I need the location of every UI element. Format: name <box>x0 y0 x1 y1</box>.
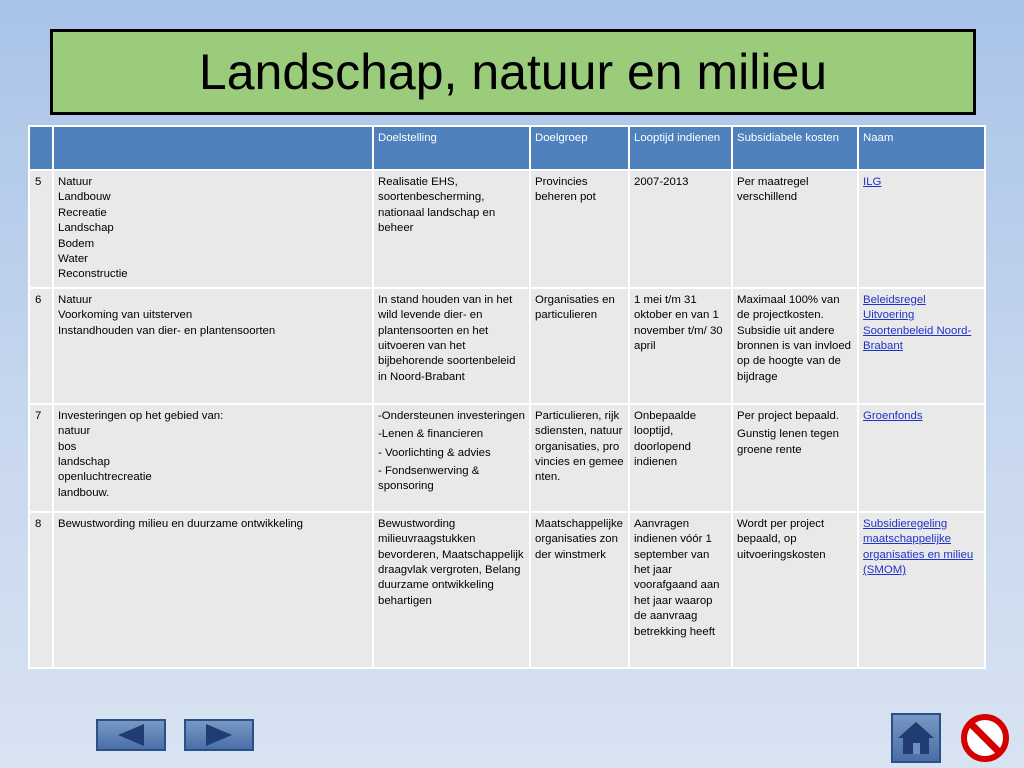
thema-line: Bodem <box>58 237 95 250</box>
row-thema <box>53 288 373 404</box>
row-number: 8 <box>29 512 53 668</box>
right-arrow-icon <box>202 722 236 748</box>
title-box <box>50 29 976 115</box>
header-doelgroep: Doelgroep <box>530 126 629 170</box>
stop-button[interactable] <box>958 711 1012 765</box>
thema-line: Reconstructie <box>58 268 128 281</box>
thema-line: Voorkoming van uitsterven <box>58 309 193 322</box>
home-icon <box>896 719 936 757</box>
doelstelling-text: - Fondsenwerving & sponsoring <box>378 465 480 493</box>
row-thema <box>53 512 373 668</box>
row-doelgroep: Provincies beheren pot <box>530 170 629 288</box>
row-looptijd: 2007-2013 <box>629 170 732 288</box>
thema-line: Instandhouden van dier- en plantensoorten <box>58 324 276 337</box>
thema-line: Water <box>58 253 88 266</box>
row-thema <box>53 170 373 288</box>
row-number: 7 <box>29 404 53 512</box>
home-button[interactable] <box>891 713 941 763</box>
kosten-text: Maximaal 100% van de projectkosten. Subsidie uit andere bronnen is van invloed op de hoogte van de bijdrage <box>737 293 851 383</box>
row-looptijd: 1 mei t/m 31 oktober en van 1 november t/m/ 30 april <box>629 288 732 404</box>
header-thema <box>53 126 373 170</box>
row-doelstelling <box>373 170 530 288</box>
thema-line: bos <box>58 440 77 453</box>
row-doelgroep: Maatschappelijke organisaties zonder winstmerk <box>530 512 629 668</box>
row-kosten <box>732 512 858 668</box>
kosten-text: Per maatregel verschillend <box>737 176 809 204</box>
thema-line: Recreatie <box>58 206 107 219</box>
stop-icon <box>959 712 1011 764</box>
row-doelstelling <box>373 512 530 668</box>
kosten-text: Gunstig lenen tegen groene rente <box>737 428 839 456</box>
row-kosten <box>732 288 858 404</box>
header-kosten: Subsidiabele kosten <box>732 126 858 170</box>
row-kosten <box>732 170 858 288</box>
naam-link[interactable]: Subsidieregeling maatschappelijke organisaties en milieu (SMOM) <box>863 517 974 577</box>
doelstelling-text: In stand houden van in het wild levende dier- en plantensoorten en het uitvoeren van het bijbehorende soortenbeleid in Noord-Brabant <box>378 293 516 383</box>
table-header-row <box>29 126 985 170</box>
row-doelstelling <box>373 288 530 404</box>
page-title: Landschap, natuur en milieu <box>198 44 828 100</box>
next-button[interactable] <box>184 719 254 751</box>
row-doelgroep: Particulieren, rijksdiensten, natuurorganisaties, provincies en gemeenten. <box>530 404 629 512</box>
thema-line: landschap <box>58 456 110 469</box>
header-looptijd: Looptijd indienen <box>629 126 732 170</box>
row-kosten <box>732 404 858 512</box>
table-row <box>29 288 985 404</box>
left-arrow-icon <box>114 722 148 748</box>
thema-line: Bewustwording milieu en duurzame ontwikkeling <box>58 517 304 530</box>
thema-line: Natuur <box>58 176 93 188</box>
row-doelstelling <box>373 404 530 512</box>
naam-link[interactable]: ILG <box>863 176 882 188</box>
thema-line: Investeringen op het gebied van: <box>58 409 224 422</box>
row-naam <box>858 288 985 404</box>
header-doelstelling: Doelstelling <box>373 126 530 170</box>
row-naam <box>858 170 985 288</box>
doelstelling-text: Bewustwording milieuvraagstukken bevorderen, Maatschappelijk draagvlak vergroten, Belang duurzame ontwikkeling behartigen <box>378 517 524 607</box>
subsidy-table <box>28 125 986 669</box>
naam-link[interactable]: Groenfonds <box>863 409 923 422</box>
thema-line: openluchtrecreatie <box>58 471 152 484</box>
doelstelling-text: - Voorlichting & advies <box>378 446 491 459</box>
row-naam <box>858 512 985 668</box>
table-row <box>29 512 985 668</box>
row-looptijd: Aanvragen indienen vóór 1 september van het jaar voorafgaand aan het jaar waarop de aanvraag betrekking heeft <box>629 512 732 668</box>
naam-link[interactable]: Beleidsregel Uitvoering Soortenbeleid Noord-Brabant <box>863 293 972 353</box>
row-naam <box>858 404 985 512</box>
doelstelling-text: -Ondersteunen investeringen <box>378 409 525 422</box>
thema-line: Natuur <box>58 293 93 306</box>
header-num <box>29 126 53 170</box>
header-naam: Naam <box>858 126 985 170</box>
table-row <box>29 170 985 288</box>
row-thema <box>53 404 373 512</box>
table-row <box>29 404 985 512</box>
kosten-text: Per project bepaald. <box>737 409 839 422</box>
thema-line: Landschap <box>58 222 114 235</box>
doelstelling-text: -Lenen & financieren <box>378 428 484 441</box>
thema-line: natuur <box>58 425 91 438</box>
doelstelling-text: Realisatie EHS, soortenbescherming, nationaal landschap en beheer <box>378 176 496 235</box>
row-number: 6 <box>29 288 53 404</box>
row-doelgroep: Organisaties en particulieren <box>530 288 629 404</box>
previous-button[interactable] <box>96 719 166 751</box>
row-number: 5 <box>29 170 53 288</box>
thema-line: Landbouw <box>58 191 111 204</box>
thema-line: landbouw. <box>58 486 110 499</box>
kosten-text: Wordt per project bepaald, op uitvoeringskosten <box>737 517 826 561</box>
row-looptijd: Onbepaalde looptijd, doorlopend indienen <box>629 404 732 512</box>
